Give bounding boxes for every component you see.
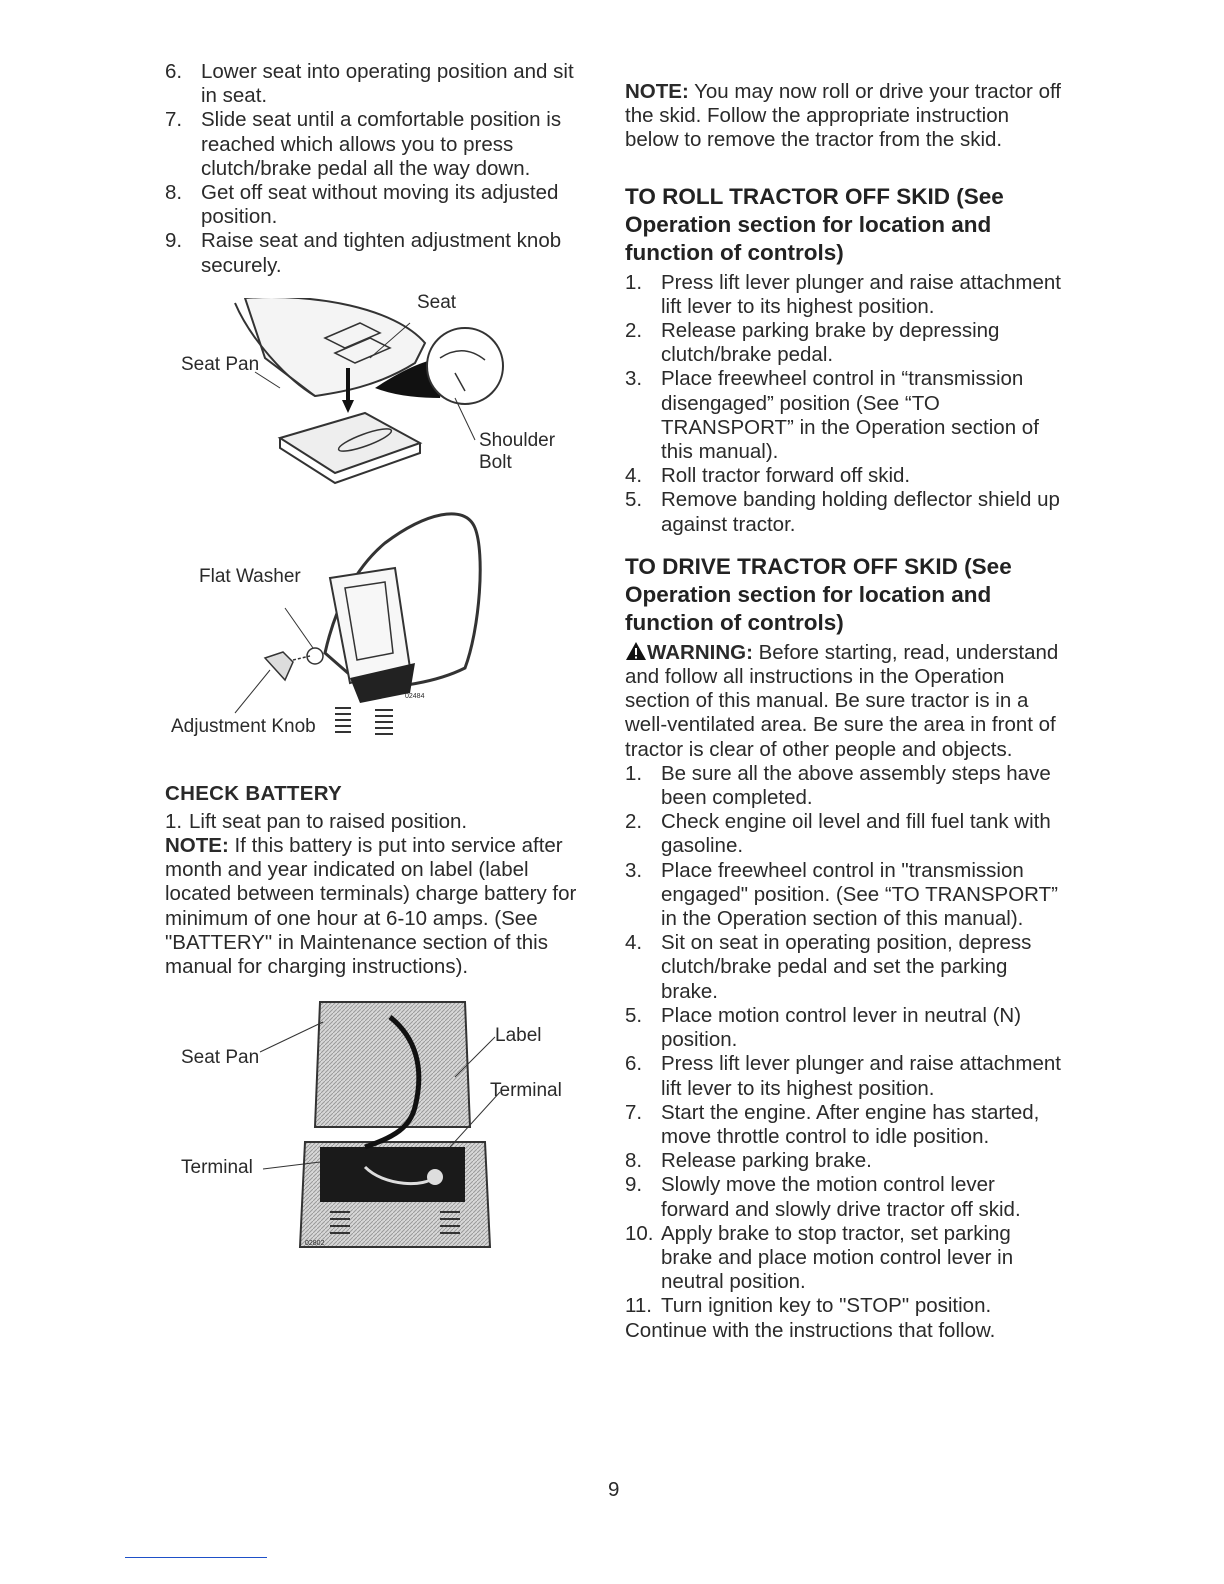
seat-label: Seat [417, 291, 457, 313]
footer-rule [125, 1557, 267, 1558]
continue-text: Continue with the instructions that follow. [625, 1318, 996, 1342]
list-item: 8. Release parking brake. [625, 1149, 872, 1173]
list-item: 8. Get off seat without moving its adjusted position. [165, 181, 559, 229]
list-item: 4. Sit on seat in operating position, depress clutch/brake pedal and set the parking brake. [625, 931, 1032, 1003]
page-number: 9 [608, 1478, 620, 1501]
seat-assembly-figure [165, 291, 595, 768]
terminal-left-label: Terminal [181, 1157, 253, 1179]
figure-code: 02802 [305, 1240, 325, 1248]
list-item: 2. Release parking brake by depressing clutch/brake pedal. [625, 319, 1000, 367]
shoulder-bolt-label: Shoulder [479, 429, 556, 451]
warning-paragraph: WARNING: Before starting, read, understand and follow all instructions in the Operation section of this manual. Be sure tractor is in a well-ventilated area. Be sure the area in front of tractor is clear of other people and objects. [625, 640, 1059, 761]
drive-tractor-heading: TO DRIVE TRACTOR OFF SKID (See Operation section for location and function of controls) [625, 553, 1012, 635]
check-battery-heading: CHECK BATTERY [165, 781, 343, 805]
warning-triangle-icon [625, 641, 647, 661]
battery-label-label: Label [495, 1025, 542, 1047]
list-item: 2. Check engine oil level and fill fuel tank with gasoline. [625, 810, 1051, 858]
skid-note: NOTE: You may now roll or drive your tractor off the skid. Follow the appropriate instruction below to remove the tractor from the skid. [625, 80, 1061, 152]
list-item: 7. Start the engine. After engine has started, move throttle control to idle position. [625, 1100, 1040, 1148]
left-column [165, 60, 595, 1257]
flat-washer-label: Flat Washer [199, 565, 301, 587]
drive-tractor-steps [625, 762, 1065, 1319]
list-item: 6. Press lift lever plunger and raise attachment lift lever to its highest position. [625, 1052, 1061, 1100]
battery-figure [165, 997, 595, 1257]
list-item: 6. Lower seat into operating position and sit in seat. [165, 60, 574, 108]
list-item: 4. Roll tractor forward off skid. [625, 464, 911, 488]
list-item: 5. Place motion control lever in neutral (N) position. [625, 1003, 1022, 1052]
list-item: 1. Press lift lever plunger and raise attachment lift lever to its highest position. [625, 270, 1061, 318]
adjustment-knob-label: Adjustment Knob [171, 715, 316, 737]
battery-seat-pan-label: Seat Pan [181, 1047, 260, 1069]
list-item: 1. Lift seat pan to raised position. [165, 809, 468, 833]
battery-note: NOTE: If this battery is put into service after month and year indicated on label (label located between terminals) charge battery for minimum of one hour at 6-10 amps. (See "BATTERY" in Maintenance section of this manual for charging instructions). [165, 834, 577, 979]
shoulder-bolt-label-2: Bolt [479, 451, 512, 473]
figure-code: 02484 [405, 692, 425, 700]
list-item: 5. Remove banding holding deflector shield up against tractor. [625, 488, 1060, 536]
right-column [625, 80, 1065, 1343]
roll-tractor-steps [625, 271, 1065, 537]
list-item: 11. Turn ignition key to "STOP" position. [625, 1294, 992, 1318]
list-item: 1. Be sure all the above assembly steps have been completed. [625, 761, 1051, 810]
list-item: 10. Apply brake to stop tractor, set parking brake and place motion control lever in neutral position. [625, 1221, 1014, 1294]
seat-pan-label: Seat Pan [181, 353, 260, 375]
list-item: 7. Slide seat until a comfortable position is reached which allows you to press clutch/brake pedal all the way down. [165, 108, 562, 180]
seat-adjust-steps [165, 60, 595, 278]
list-item: 3. Place freewheel control in “transmission disengaged” position (See “TO TRANSPORT” in the Operation section of this manual). [625, 367, 1039, 464]
list-item: 3. Place freewheel control in "transmission engaged" position. (See “TO TRANSPORT” in the Operation section of this manual). [625, 858, 1058, 931]
list-item: 9. Raise seat and tighten adjustment knob securely. [165, 229, 562, 277]
list-item: 9. Slowly move the motion control lever forward and slowly drive tractor off skid. [625, 1173, 1021, 1221]
check-battery-steps [165, 810, 595, 834]
roll-tractor-heading: TO ROLL TRACTOR OFF SKID (See Operation section for location and function of controls) [625, 183, 1004, 265]
terminal-right-label: Terminal [490, 1080, 562, 1102]
